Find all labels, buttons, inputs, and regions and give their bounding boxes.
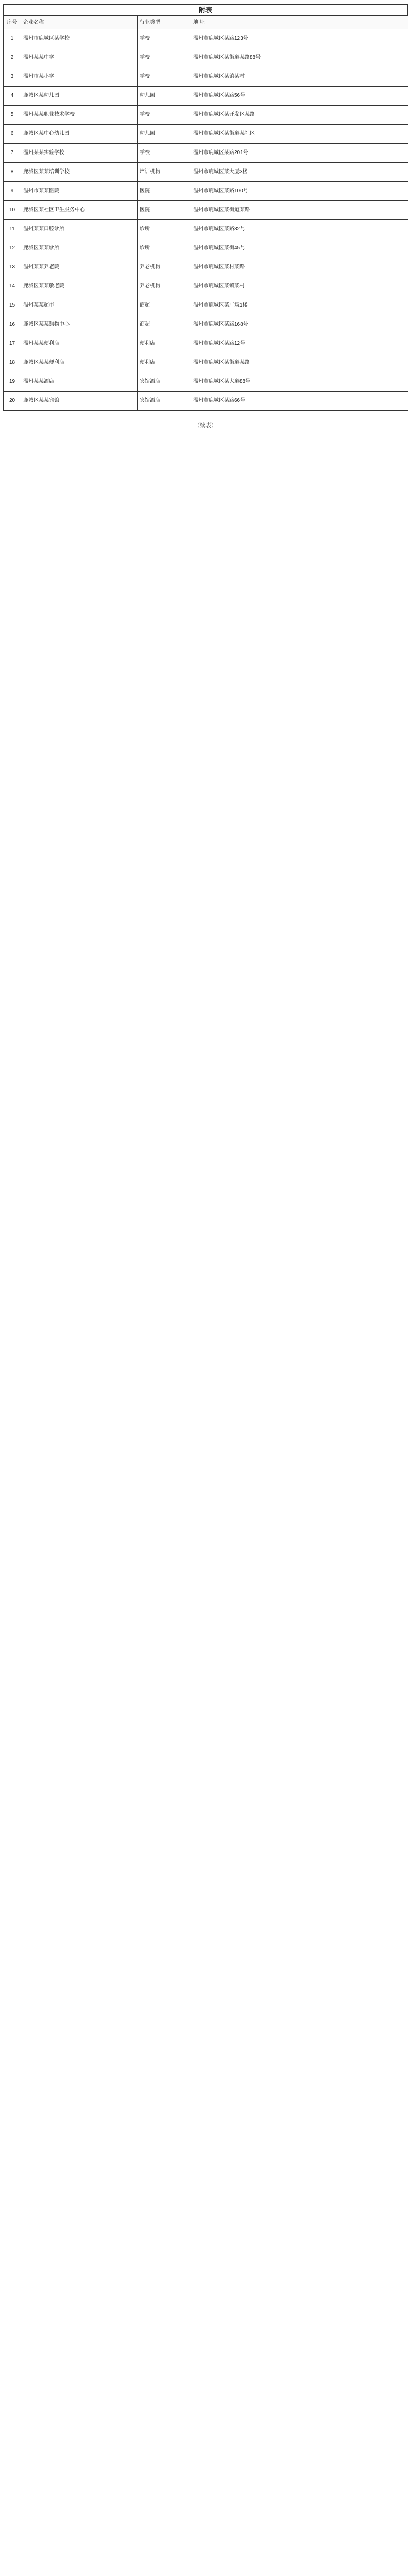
table-cell: 温州某某酒店 — [21, 372, 138, 392]
table-cell: 温州市鹿城区某学校 — [21, 29, 138, 48]
table-cell: 鹿城区某某宾馆 — [21, 392, 138, 411]
table-cell: 7 — [4, 144, 21, 163]
table-cell: 温州某某超市 — [21, 296, 138, 315]
table-row — [4, 220, 408, 239]
table-cell: 1 — [4, 29, 21, 48]
table-cell: 10 — [4, 201, 21, 220]
table-cell: 幼儿园 — [138, 87, 191, 106]
table-cell: 学校 — [138, 144, 191, 163]
table-row — [4, 372, 408, 392]
table-cell: 15 — [4, 296, 21, 315]
table-cell: 温州某某实验学校 — [21, 144, 138, 163]
table-cell: 温州市鹿城区某街45号 — [191, 239, 408, 258]
table-cell: 学校 — [138, 106, 191, 125]
table-row — [4, 296, 408, 315]
table-cell: 6 — [4, 125, 21, 144]
table-row — [4, 144, 408, 163]
column-header: 序号 — [4, 16, 21, 29]
table-row — [4, 277, 408, 296]
table-row — [4, 353, 408, 372]
table-row — [4, 392, 408, 411]
table-cell: 温州市鹿城区某村某路 — [191, 258, 408, 277]
table-cell: 医院 — [138, 182, 191, 201]
table-cell: 温州市鹿城区某路168号 — [191, 315, 408, 334]
table-cell: 18 — [4, 353, 21, 372]
column-header: 行业类型 — [138, 16, 191, 29]
table-cell: 养老机构 — [138, 277, 191, 296]
table-row — [4, 106, 408, 125]
table-row — [4, 67, 408, 87]
table-cell: 幼儿园 — [138, 125, 191, 144]
table-cell: 12 — [4, 239, 21, 258]
table-row — [4, 258, 408, 277]
table-cell: 2 — [4, 48, 21, 67]
table-cell: 温州市鹿城区某路201号 — [191, 144, 408, 163]
table-cell: 19 — [4, 372, 21, 392]
table-cell: 5 — [4, 106, 21, 125]
table-row — [4, 48, 408, 67]
table-row — [4, 182, 408, 201]
table-cell: 温州市鹿城区某镇某村 — [191, 277, 408, 296]
table-cell: 学校 — [138, 29, 191, 48]
table-cell: 学校 — [138, 48, 191, 67]
table-cell: 9 — [4, 182, 21, 201]
table-cell: 医院 — [138, 201, 191, 220]
table-cell: 温州市鹿城区某路56号 — [191, 87, 408, 106]
table-cell: 温州某某养老院 — [21, 258, 138, 277]
table-cell: 温州某某口腔诊所 — [21, 220, 138, 239]
table-cell: 培训机构 — [138, 163, 191, 182]
continuation-note: （续表） — [194, 422, 217, 429]
table-cell: 8 — [4, 163, 21, 182]
table-cell: 鹿城区某某诊所 — [21, 239, 138, 258]
table-cell: 温州市鹿城区某路123号 — [191, 29, 408, 48]
table-cell: 温州市鹿城区某街道某社区 — [191, 125, 408, 144]
table-row — [4, 125, 408, 144]
table-cell: 温州市鹿城区某镇某村 — [191, 67, 408, 87]
table-cell: 温州市鹿城区某大厦3楼 — [191, 163, 408, 182]
table-row — [4, 87, 408, 106]
enterprise-table — [3, 15, 408, 411]
document-title: 附表 — [3, 4, 408, 15]
table-cell: 11 — [4, 220, 21, 239]
table-row — [4, 29, 408, 48]
table-cell: 16 — [4, 315, 21, 334]
table-cell: 17 — [4, 334, 21, 353]
table-cell: 便利店 — [138, 334, 191, 353]
column-header: 地 址 — [191, 16, 408, 29]
column-header: 企业名称 — [21, 16, 138, 29]
table-cell: 鹿城区某某培训学校 — [21, 163, 138, 182]
table-cell: 温州某某中学 — [21, 48, 138, 67]
table-row — [4, 334, 408, 353]
table-cell: 温州市鹿城区某街道某路 — [191, 353, 408, 372]
table-cell: 鹿城区某社区卫生服务中心 — [21, 201, 138, 220]
table-row — [4, 201, 408, 220]
table-cell: 便利店 — [138, 353, 191, 372]
table-row — [4, 163, 408, 182]
table-cell: 养老机构 — [138, 258, 191, 277]
table-cell: 温州市某小学 — [21, 67, 138, 87]
table-row — [4, 315, 408, 334]
table-cell: 鹿城区某某敬老院 — [21, 277, 138, 296]
table-cell: 温州市鹿城区某街道某路 — [191, 201, 408, 220]
table-cell: 诊所 — [138, 239, 191, 258]
table-cell: 14 — [4, 277, 21, 296]
table-cell: 学校 — [138, 67, 191, 87]
table-header-row — [4, 16, 408, 29]
table-cell: 温州市鹿城区某大道88号 — [191, 372, 408, 392]
table-cell: 鹿城区某某便利店 — [21, 353, 138, 372]
table-cell: 温州市鹿城区某广场1楼 — [191, 296, 408, 315]
table-cell: 13 — [4, 258, 21, 277]
table-cell: 鹿城区某幼儿园 — [21, 87, 138, 106]
table-cell: 20 — [4, 392, 21, 411]
table-cell: 鹿城区某某购物中心 — [21, 315, 138, 334]
table-cell: 鹿城区某中心幼儿园 — [21, 125, 138, 144]
table-body — [4, 29, 408, 411]
table-cell: 商超 — [138, 315, 191, 334]
table-cell: 温州市鹿城区某街道某路88号 — [191, 48, 408, 67]
table-cell: 温州市鹿城区某路66号 — [191, 392, 408, 411]
table-cell: 4 — [4, 87, 21, 106]
table-cell: 温州某某职业技术学校 — [21, 106, 138, 125]
table-row — [4, 239, 408, 258]
table-cell: 3 — [4, 67, 21, 87]
table-cell: 诊所 — [138, 220, 191, 239]
table-cell: 温州市鹿城区某路12号 — [191, 334, 408, 353]
table-cell: 宾馆酒店 — [138, 392, 191, 411]
table-cell: 温州市鹿城区某路100号 — [191, 182, 408, 201]
table-cell: 商超 — [138, 296, 191, 315]
table-cell: 温州某某便利店 — [21, 334, 138, 353]
table-cell: 温州市鹿城区某开发区某路 — [191, 106, 408, 125]
table-cell: 宾馆酒店 — [138, 372, 191, 392]
table-cell: 温州市某某医院 — [21, 182, 138, 201]
table-cell: 温州市鹿城区某路32号 — [191, 220, 408, 239]
